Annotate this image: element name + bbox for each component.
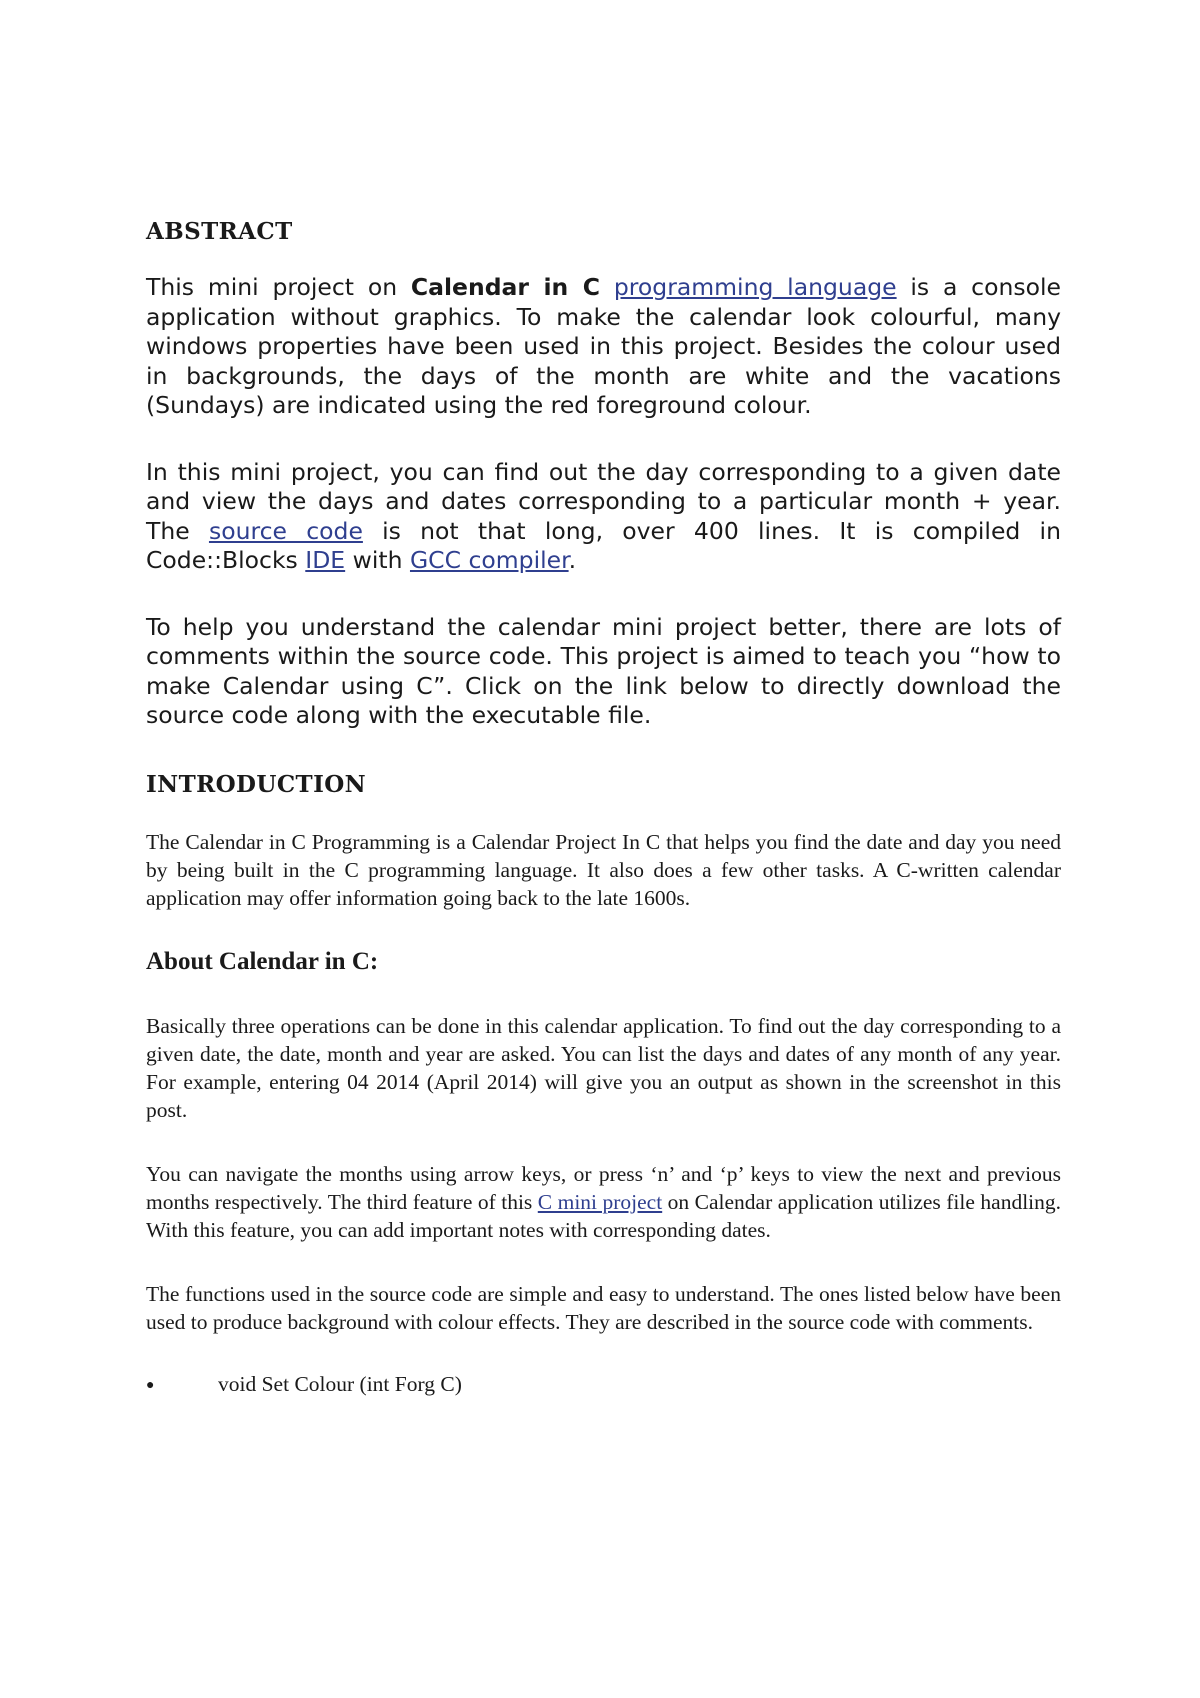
abstract-paragraph-3: To help you understand the calendar mini project better, there are lots of comments within the source code. This project is aimed to teach you “how to make Calendar using C”. Click on the link below to directly download the source code along with the executable file. xyxy=(146,612,1061,729)
about-heading: About Calendar in C: xyxy=(146,947,379,975)
list-item xyxy=(146,1372,1061,1397)
c-mini-project-link[interactable]: C mini project xyxy=(537,1189,663,1214)
about-paragraph-1: Basically three operations can be done in this calendar application. To find out the day corresponding to a given date, the date, month and year are asked. You can list the days and dates of any month of any year. For example, entering 04 2014 (April 2014) will give you an output as shown in the screenshot in this post. xyxy=(146,1013,1061,1122)
abstract-paragraph-2 xyxy=(146,458,1061,576)
introduction-heading: INTRODUCTION xyxy=(146,770,367,798)
bullet-icon: ● xyxy=(146,1377,155,1393)
source-code-link[interactable]: source code xyxy=(208,516,363,545)
text-run: is not that long, over 400 lines. It is compiled in Code::Blocks xyxy=(146,516,1061,574)
text-run xyxy=(600,273,614,301)
text-run: is a console application without graphics. To make the calendar look colourful, many windows properties have been used in this project. Besides the colour used in backgrounds, the days of the month are white and the vacations (Sundays) are indicated using the red foreground colour. xyxy=(146,273,1061,419)
gcc-compiler-link[interactable]: GCC compiler xyxy=(409,546,569,574)
list-item-text: void Set Colour (int Forg C) xyxy=(218,1371,462,1396)
bold-term: Calendar in C xyxy=(410,273,601,301)
text-run: In this mini project, you can find out the day corresponding to a given date and view the days and dates corresponding to a particular month + year. The xyxy=(146,457,1061,545)
document-page xyxy=(146,218,1061,1397)
about-paragraph-2 xyxy=(146,1160,1061,1244)
introduction-paragraph: The Calendar in C Programming is a Calendar Project In C that helps you find the date and day you need by being built in the C programming language. It also does a few other tasks. A C-written calendar application may offer information going back to the late 1600s. xyxy=(146,829,1061,910)
abstract-paragraph-1 xyxy=(146,273,1061,421)
about-paragraph-3: The functions used in the source code are simple and easy to understand. The ones listed below have been used to produce background with colour effects. They are described in the source code with comments. xyxy=(146,1281,1061,1334)
text-run: This mini project on xyxy=(146,273,411,301)
text-run: . xyxy=(568,546,577,574)
text-run: You can navigate the months using arrow keys, or press ‘n’ and ‘p’ keys to view the next and previous months respectively. The third feature of this xyxy=(146,1161,1061,1214)
ide-link[interactable]: IDE xyxy=(305,546,346,574)
text-run: on Calendar application utilizes file handling. With this feature, you can add important notes with corresponding dates. xyxy=(146,1189,1062,1242)
text-run: with xyxy=(345,546,410,574)
programming-language-link[interactable]: programming language xyxy=(613,273,897,301)
abstract-heading: ABSTRACT xyxy=(146,218,293,245)
